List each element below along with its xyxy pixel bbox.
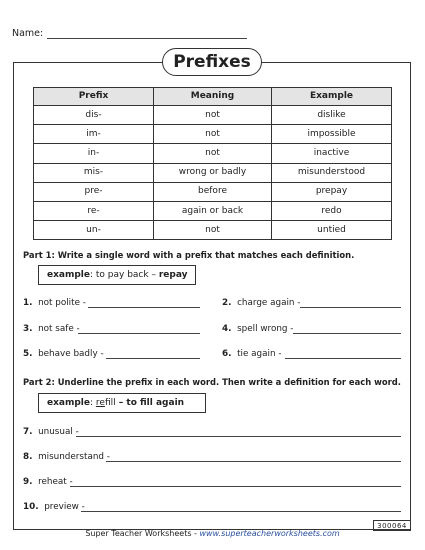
answer-line[interactable] — [88, 307, 200, 308]
prefix-cell: dis- — [34, 106, 154, 125]
example-cell: dislike — [272, 106, 392, 125]
question-item — [23, 452, 110, 462]
name-field[interactable] — [47, 38, 247, 39]
question-number: 8. — [23, 452, 33, 462]
answer-line[interactable] — [81, 511, 401, 512]
table-row — [34, 201, 392, 220]
meaning-cell: before — [154, 182, 272, 201]
question-text: reheat - — [38, 477, 73, 487]
example-answer: – to fill again — [115, 398, 185, 408]
table-row — [34, 182, 392, 201]
answer-line[interactable] — [106, 358, 200, 359]
example-cell: untied — [272, 221, 392, 240]
table-row — [34, 125, 392, 144]
prefix-cell: pre- — [34, 182, 154, 201]
example-answer: repay — [158, 270, 188, 280]
question-text: tie again - — [237, 349, 282, 359]
column-header-prefix: Prefix — [34, 88, 154, 106]
table-row — [34, 163, 392, 182]
question-number: 3. — [23, 324, 33, 334]
example-word-rest: fill — [104, 398, 116, 408]
question-text: behave badly - — [38, 349, 104, 359]
example-colon: : — [90, 398, 96, 408]
question-number: 1. — [23, 298, 33, 308]
question-text: not polite - — [38, 298, 86, 308]
part1-heading: Part 1: Write a single word with a prefix that matches each definition. — [23, 250, 355, 260]
example-cell: inactive — [272, 144, 392, 163]
example-text: : to pay back – — [90, 270, 159, 280]
question-text: unusual - — [38, 427, 79, 437]
answer-line[interactable] — [70, 486, 401, 487]
answer-line[interactable] — [285, 358, 401, 359]
question-item — [23, 324, 80, 334]
example-underlined-prefix: re — [95, 398, 105, 408]
worksheet-code: 300064 — [373, 520, 411, 531]
example-label: example — [47, 270, 90, 280]
table-row — [34, 144, 392, 163]
meaning-cell: wrong or badly — [154, 163, 272, 182]
answer-line[interactable] — [300, 307, 401, 308]
question-number: 6. — [222, 349, 232, 359]
table-header-row — [34, 88, 392, 106]
name-label: Name: — [12, 28, 44, 39]
page-title — [162, 48, 262, 76]
question-item — [222, 298, 300, 308]
prefix-cell: in- — [34, 144, 154, 163]
answer-line[interactable] — [76, 436, 401, 437]
question-item — [23, 349, 104, 359]
answer-line[interactable] — [78, 333, 200, 334]
question-number: 2. — [222, 298, 232, 308]
question-item — [23, 298, 86, 308]
example-cell: prepay — [272, 182, 392, 201]
part2-example-box — [38, 393, 206, 413]
question-item — [23, 427, 79, 437]
part2-heading: Part 2: Underline the prefix in each word. Then write a definition for each word. — [23, 377, 401, 387]
question-text: preview - — [44, 502, 85, 512]
prefix-cell: mis- — [34, 163, 154, 182]
meaning-cell: not — [154, 125, 272, 144]
prefix-table — [33, 87, 392, 240]
column-header-example: Example — [272, 88, 392, 106]
question-number: 5. — [23, 349, 33, 359]
part1-example-box — [38, 265, 196, 285]
question-text: misunderstand - — [38, 452, 110, 462]
example-label: example — [47, 398, 90, 408]
example-cell: redo — [272, 201, 392, 220]
meaning-cell: not — [154, 144, 272, 163]
question-item — [222, 324, 293, 334]
example-cell: impossible — [272, 125, 392, 144]
question-number: 7. — [23, 427, 33, 437]
page-title-text: Prefixes — [173, 52, 251, 72]
meaning-cell: not — [154, 106, 272, 125]
answer-line[interactable] — [293, 333, 401, 334]
footer-site-link[interactable]: www.superteacherworksheets.com — [199, 529, 340, 538]
question-number: 9. — [23, 477, 33, 487]
example-cell: misunderstood — [272, 163, 392, 182]
column-header-meaning: Meaning — [154, 88, 272, 106]
footer-brand: Super Teacher Worksheets - — [85, 529, 200, 538]
footer — [0, 529, 425, 538]
answer-line[interactable] — [106, 461, 401, 462]
question-item — [23, 477, 73, 487]
question-number: 4. — [222, 324, 232, 334]
prefix-cell: un- — [34, 221, 154, 240]
prefix-cell: im- — [34, 125, 154, 144]
table-row — [34, 106, 392, 125]
meaning-cell: not — [154, 221, 272, 240]
question-text: spell wrong - — [237, 324, 294, 334]
question-item — [23, 502, 85, 512]
table-row — [34, 221, 392, 240]
prefix-cell: re- — [34, 201, 154, 220]
question-number: 10. — [23, 502, 39, 512]
question-item — [222, 349, 282, 359]
meaning-cell: again or back — [154, 201, 272, 220]
question-text: charge again - — [237, 298, 301, 308]
question-text: not safe - — [38, 324, 80, 334]
